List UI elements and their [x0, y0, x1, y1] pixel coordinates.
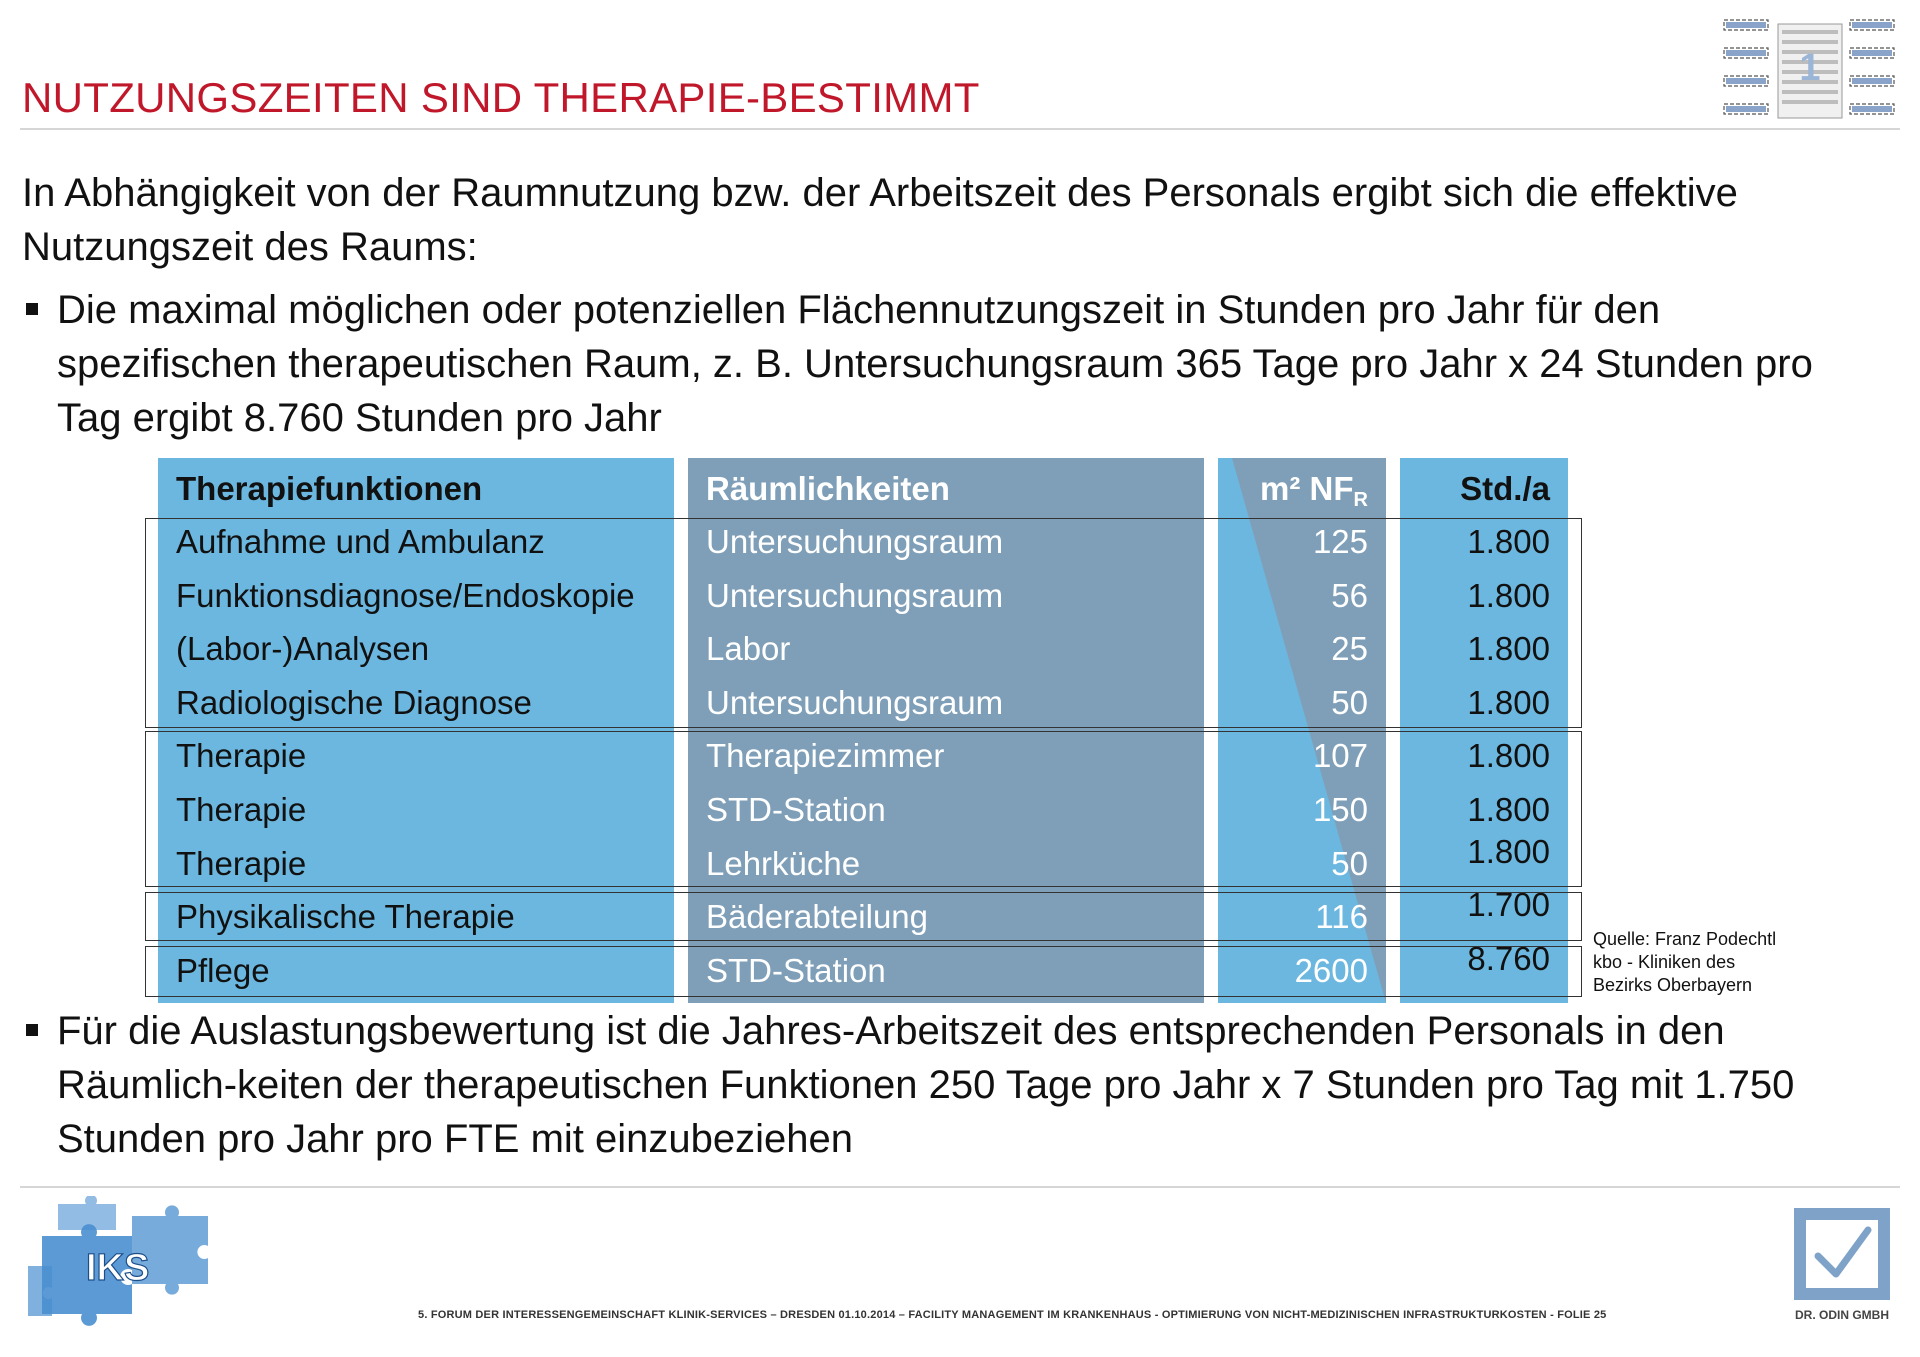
footer-text: 5. FORUM DER INTERESSENGEMEINSCHAFT KLINIK-SERVICES – DRESDEN 01.10.2014 – FACILITY MANAGEMENT IM KRANKENHAUS - OPTIMIERUNG VON NICHT-MEDIZINISCHEN INFRASTRUKTURKOSTEN - FOLIE 25	[418, 1309, 1607, 1321]
row-raum: Untersuchungsraum	[706, 577, 1004, 614]
source-line: kbo - Kliniken des	[1593, 952, 1736, 972]
iks-puzzle-logo	[22, 1196, 232, 1326]
row-std: 8.760	[1467, 940, 1550, 977]
row-std: 1.800	[1467, 833, 1550, 870]
iks-logo-text: IKS	[86, 1247, 150, 1289]
title-divider	[20, 128, 1900, 130]
row-raum: Untersuchungsraum	[706, 523, 1004, 560]
row-funktion: Therapie	[176, 737, 307, 774]
row-raum: STD-Station	[706, 791, 886, 828]
row-flaeche: 50	[1331, 684, 1368, 721]
row-flaeche: 150	[1312, 791, 1368, 828]
row-std: 1.800	[1467, 523, 1550, 560]
row-funktion: Pflege	[176, 952, 270, 989]
row-std: 1.800	[1467, 737, 1550, 774]
bullet-text: Für die Auslastungsbewertung ist die Jahres-Arbeitszeit des entsprechenden Personals in den Räumlich-keiten der therapeutischen Funktionen 250 Tage pro Jahr x 7 Stunden pro Tag mit 1.750 Stunden pro Jahr pro FTE mit einzubeziehen	[57, 1009, 1795, 1161]
bullet-marker	[26, 303, 38, 315]
row-funktion: Therapie	[176, 791, 307, 828]
row-raum: Bäderabteilung	[706, 898, 929, 935]
row-group-frame	[145, 892, 1582, 941]
row-funktion: Aufnahme und Ambulanz	[176, 523, 545, 560]
row-flaeche: 2600	[1294, 952, 1368, 989]
footer-divider	[20, 1186, 1900, 1188]
row-std: 1.800	[1467, 577, 1550, 614]
row-funktion: (Labor-)Analysen	[176, 630, 430, 667]
source-line: Bezirks Oberbayern	[1593, 975, 1753, 995]
header-flaeche-subscript: R	[1353, 489, 1368, 511]
row-funktion: Funktionsdiagnose/Endoskopie	[176, 577, 635, 614]
row-raum: Therapiezimmer	[706, 737, 945, 774]
row-group-frame	[145, 518, 1582, 728]
bullet-item	[22, 283, 1882, 445]
bullet-text: Die maximal möglichen oder potenziellen Flächennutzungszeit in Stunden pro Jahr für den spezifischen therapeutischen Raum, z. B. Untersuchungsraum 365 Tage pro Jahr x 24 Stunden pro Tag ergibt 8.760 Stunden pro Jahr	[57, 288, 1813, 440]
bullet-marker	[26, 1024, 38, 1036]
header-std: Std./a	[1460, 470, 1550, 507]
header-flaeche-label: m² NF	[1260, 470, 1354, 507]
source-line: Quelle: Franz Podechtl	[1593, 929, 1777, 949]
row-raum: Labor	[706, 630, 791, 667]
odin-logo-label: DR. ODIN GMBH	[1795, 1308, 1889, 1322]
header-raeumlichkeiten: Räumlichkeiten	[706, 470, 950, 507]
row-flaeche: 56	[1331, 577, 1368, 614]
intro-paragraph: In Abhängigkeit von der Raumnutzung bzw. der Arbeitszeit des Personals ergibt sich die effektive Nutzungszeit des Raums:	[22, 171, 1738, 269]
row-std: 1.700	[1467, 886, 1550, 923]
row-std: 1.800	[1467, 630, 1550, 667]
row-flaeche: 107	[1312, 737, 1368, 774]
row-flaeche: 50	[1331, 845, 1368, 882]
row-std: 1.800	[1467, 684, 1550, 721]
row-funktion: Physikalische Therapie	[176, 898, 515, 935]
row-group-frame	[145, 946, 1582, 997]
row-group-frame	[145, 731, 1582, 887]
header-flaeche	[1218, 463, 1368, 515]
row-raum: Lehrküche	[706, 845, 861, 882]
bullet-item	[22, 1004, 1882, 1166]
process-diagram-thumbnail-icon	[1722, 18, 1898, 124]
row-funktion: Therapie	[176, 845, 307, 882]
row-funktion: Radiologische Diagnose	[176, 684, 532, 721]
row-flaeche: 125	[1312, 523, 1368, 560]
row-flaeche: 25	[1331, 630, 1368, 667]
thumbnail-number: 1	[1799, 47, 1821, 89]
row-raum: Untersuchungsraum	[706, 684, 1004, 721]
header-therapiefunktionen: Therapiefunktionen	[176, 470, 483, 507]
row-flaeche: 116	[1315, 898, 1368, 935]
source-note	[1593, 928, 1776, 997]
slide-title: NUTZUNGSZEITEN SIND THERAPIE-BESTIMMT	[22, 74, 980, 121]
odin-checkmark-logo	[1790, 1204, 1894, 1304]
row-raum: STD-Station	[706, 952, 886, 989]
row-std: 1.800	[1467, 791, 1550, 828]
